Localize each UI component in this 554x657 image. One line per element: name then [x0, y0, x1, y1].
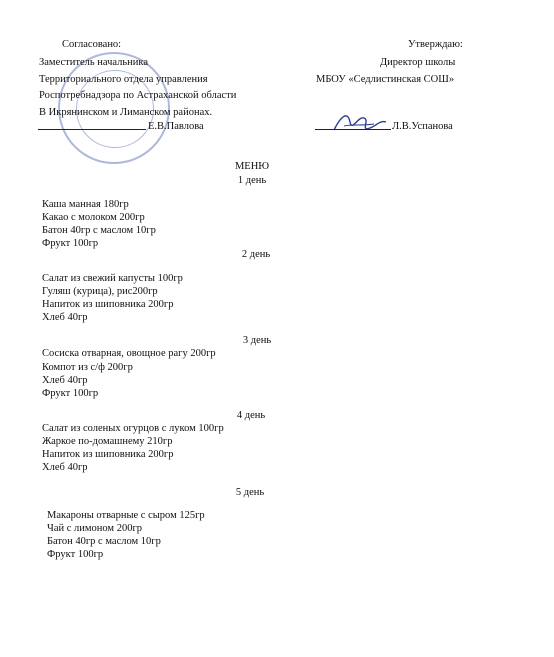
- menu-item: Напиток из шиповника 200гр: [42, 449, 174, 460]
- approval-right-heading: Утверждаю:: [408, 39, 463, 50]
- day-label: 2 день: [241, 249, 271, 260]
- menu-item: Салат из соленых огурцов с луком 100гр: [42, 423, 224, 434]
- signature-line-left: [38, 129, 146, 130]
- menu-item: Чай с лимоном 200гр: [47, 523, 143, 534]
- menu-item: Гуляш (курица), рис200гр: [42, 286, 158, 297]
- menu-title: МЕНЮ: [234, 161, 270, 172]
- menu-item: Напиток из шиповника 200гр: [42, 299, 174, 310]
- approval-left-signature-name: Е.В.Павлова: [148, 121, 204, 132]
- day-label: 1 день: [237, 175, 267, 186]
- menu-item: Фрукт 100гр: [42, 238, 99, 249]
- menu-item: Каша манная 180гр: [42, 199, 129, 210]
- day-label: 5 день: [235, 487, 265, 498]
- menu-item: Салат из свежий капусты 100гр: [42, 273, 183, 284]
- approval-left-line2: Территориального отдела управления: [39, 74, 208, 85]
- menu-item: Фрукт 100гр: [47, 549, 104, 560]
- menu-item: Какао с молоком 200гр: [42, 212, 145, 223]
- approval-right-signature-name: Л.В.Успанова: [392, 121, 453, 132]
- approval-left-line1: Заместитель начальника: [39, 57, 149, 68]
- menu-item: Батон 40гр с маслом 10гр: [42, 225, 156, 236]
- menu-item: Хлеб 40гр: [42, 312, 88, 323]
- menu-item: Хлеб 40гр: [42, 375, 88, 386]
- director-signature-icon: [330, 108, 390, 138]
- approval-left-line3: Роспотребнадзора по Астраханской области: [39, 90, 237, 101]
- signature-line-right: [315, 129, 391, 130]
- day-label: 4 день: [236, 410, 266, 421]
- menu-item: Фрукт 100гр: [42, 388, 99, 399]
- menu-item: Макароны отварные с сыром 125гр: [47, 510, 205, 521]
- menu-item: Хлеб 40гр: [42, 462, 88, 473]
- approval-left-line4: В Икрянинском и Лиманском районах.: [39, 107, 213, 118]
- approval-left-heading: Согласовано:: [62, 39, 122, 50]
- menu-item: Компот из с/ф 200гр: [42, 362, 133, 373]
- day-label: 3 день: [242, 335, 272, 346]
- approval-right-line1: Директор школы: [380, 57, 456, 68]
- approval-right-line2: МБОУ «Седлистинская СОШ»: [316, 74, 455, 85]
- menu-item: Жаркое по-домашнему 210гр: [42, 436, 173, 447]
- menu-item: Сосиска отварная, овощное рагу 200гр: [42, 348, 216, 359]
- menu-item: Батон 40гр с маслом 10гр: [47, 536, 161, 547]
